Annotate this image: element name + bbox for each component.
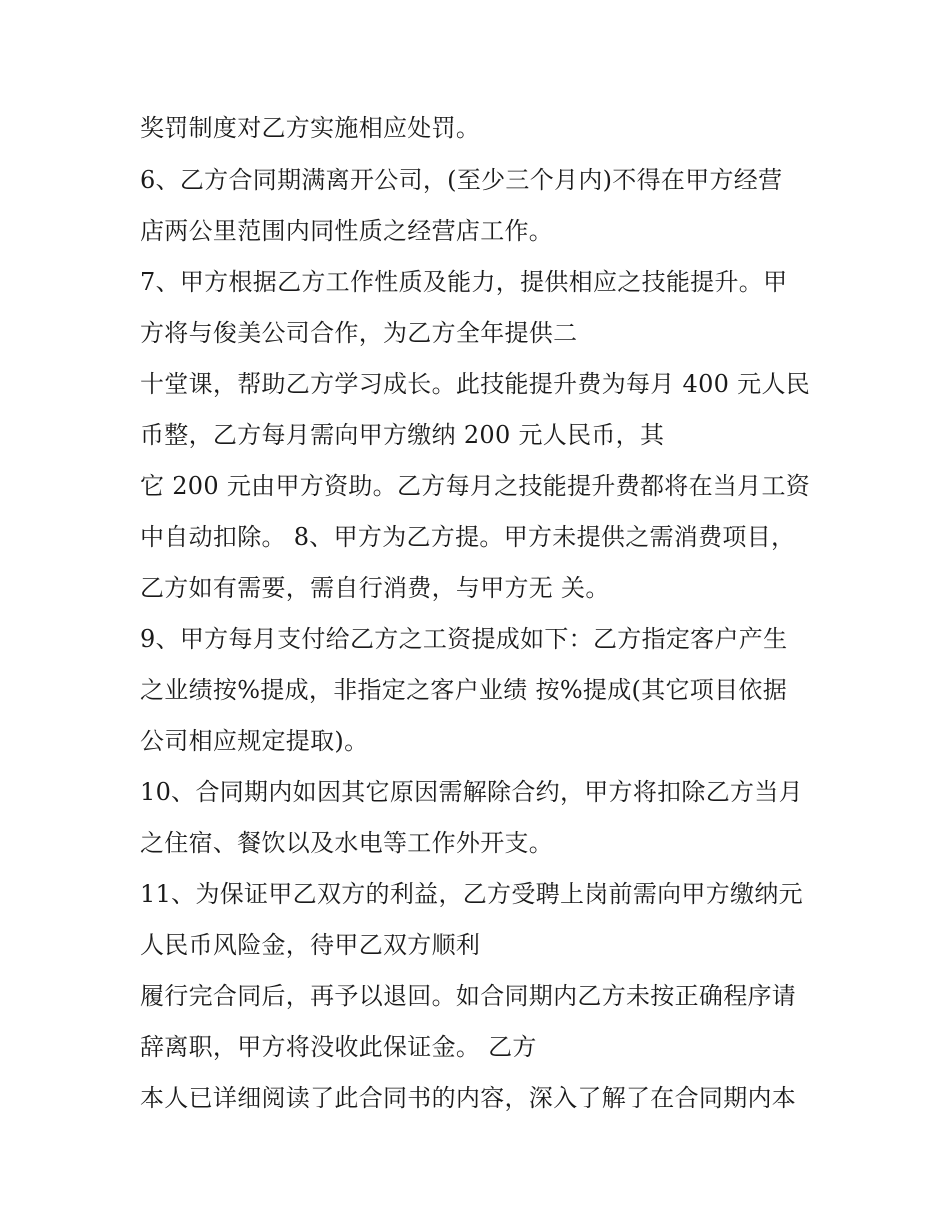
text-line: 人民币风险金，待甲乙双方顺利	[140, 931, 481, 959]
text-line: 方将与俊美公司合作，为乙方全年提供二	[140, 319, 578, 347]
text-line: 7、甲方根据乙方工作性质及能力，提供相应之技能提升。甲	[140, 268, 788, 296]
text-line: 本人已详细阅读了此合同书的内容，深入了解了在合同期内本	[140, 1084, 797, 1112]
text-line: 11、为保证甲乙双方的利益，乙方受聘上岗前需向甲方缴纳元	[140, 880, 803, 908]
text-line: 9、甲方每月支付给乙方之工资提成如下：乙方指定客户产生	[140, 625, 788, 653]
text-line: 公司相应规定提取)。	[140, 727, 369, 755]
text-line: 履行完合同后，再予以退回。如合同期内乙方未按正确程序请	[140, 982, 797, 1010]
text-line: 之业绩按%提成，非指定之客户业绩 按%提成(其它项目依据	[140, 676, 787, 704]
text-line: 乙方如有需要，需自行消费，与甲方无 关。	[140, 574, 610, 602]
text-line: 10、合同期内如因其它原因需解除合约，甲方将扣除乙方当月	[140, 778, 803, 806]
text-line: 之住宿、餐饮以及水电等工作外开支。	[140, 829, 554, 857]
text-line: 它 200 元由甲方资助。乙方每月之技能提升费都将在当月工资	[140, 472, 811, 500]
text-line: 币整，乙方每月需向甲方缴纳 200 元人民币，其	[140, 421, 665, 449]
text-line: 中自动扣除。 8、甲方为乙方提。甲方未提供之需消费项目，	[140, 523, 796, 551]
text-line: 辞离职，甲方将没收此保证金。 乙方	[140, 1033, 537, 1061]
text-line: 奖罚制度对乙方实施相应处罚。	[140, 114, 481, 142]
text-line: 店两公里范围内同性质之经营店工作。	[140, 217, 554, 245]
text-line: 十堂课，帮助乙方学习成长。此技能提升费为每月 400 元人民	[140, 370, 811, 398]
text-line: 6、乙方合同期满离开公司，(至少三个月内)不得在甲方经营	[140, 166, 783, 194]
